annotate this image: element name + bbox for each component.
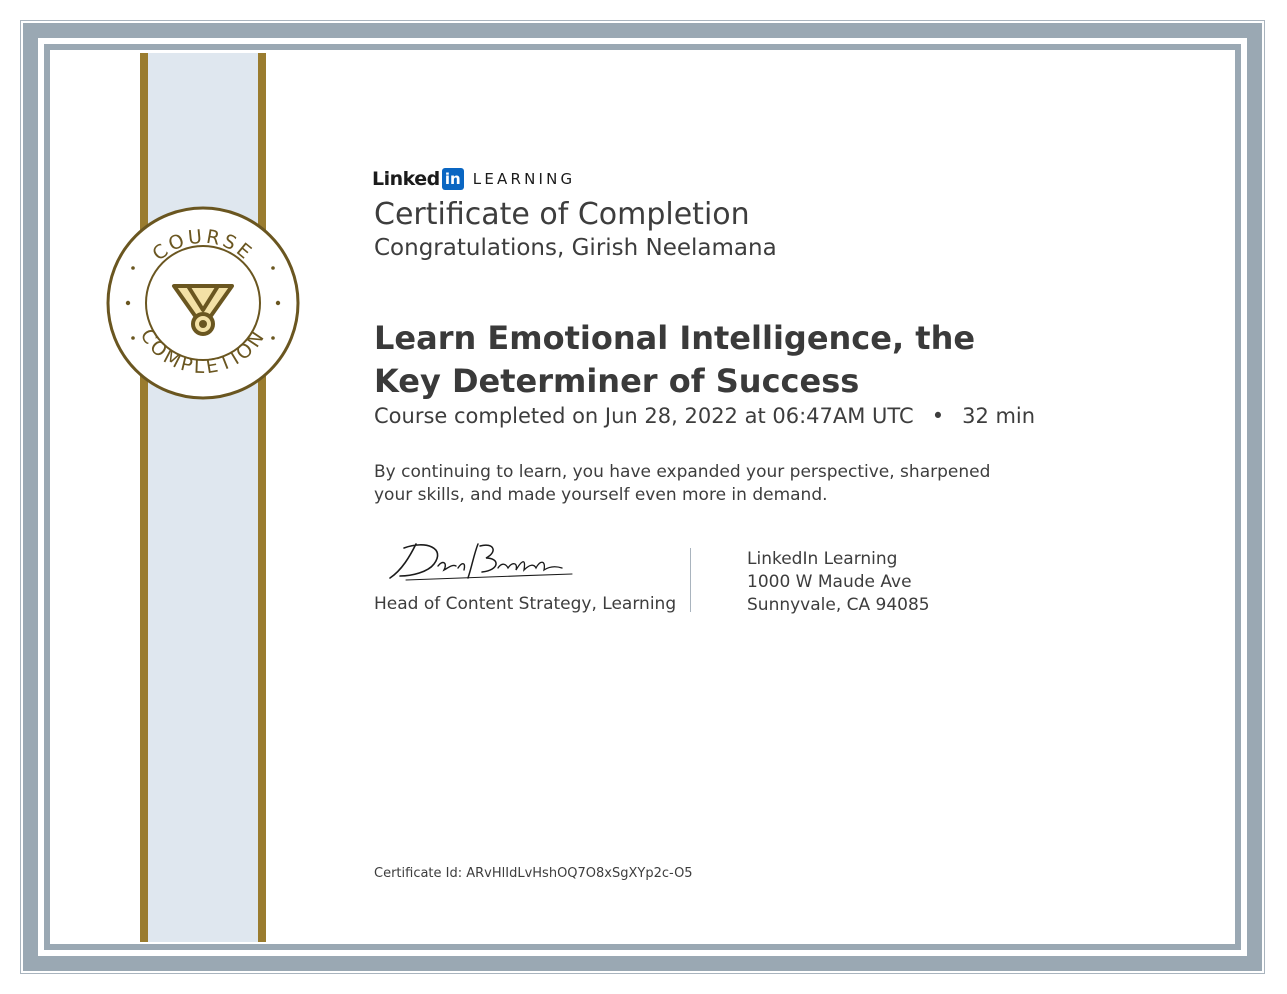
seal-top-text: COURSE bbox=[148, 225, 258, 266]
signer-role: Head of Content Strategy, Learning bbox=[374, 594, 677, 614]
certificate-message: By continuing to learn, you have expanded your perspective, sharpened your skills, and made yourself even more in demand. bbox=[374, 462, 991, 505]
certificate-id: Certificate Id: ARvHlIdLvHshOQ7O8xSgXYp2c-O5 bbox=[374, 866, 693, 881]
address-line-3: Sunnyvale, CA 94085 bbox=[747, 595, 930, 615]
linkedin-learning-logo bbox=[372, 166, 575, 192]
course-title: Learn Emotional Intelligence, the Key Determiner of Success bbox=[374, 319, 976, 400]
certificate-title: Certificate of Completion bbox=[374, 197, 750, 232]
completion-date: Course completed on Jun 28, 2022 at 06:47AM UTC bbox=[374, 404, 914, 428]
course-completion-seal bbox=[106, 206, 300, 400]
course-duration: 32 min bbox=[962, 404, 1036, 428]
address-line-1: LinkedIn Learning bbox=[747, 549, 898, 569]
separator-bullet: • bbox=[931, 404, 945, 428]
issuer-address bbox=[747, 548, 930, 617]
linkedin-in-icon: in bbox=[442, 168, 464, 190]
signature-divider bbox=[690, 548, 691, 612]
completion-info bbox=[374, 404, 1035, 428]
logo-wordmark: Linked bbox=[372, 168, 440, 190]
seal-bottom-text: COMPLETION bbox=[135, 325, 271, 379]
address-line-2: 1000 W Maude Ave bbox=[747, 572, 912, 592]
signature-image bbox=[386, 538, 576, 584]
side-ribbon bbox=[140, 53, 266, 942]
recipient-congratulations: Congratulations, Girish Neelamana bbox=[374, 235, 777, 261]
logo-product-name: LEARNING bbox=[472, 170, 576, 188]
